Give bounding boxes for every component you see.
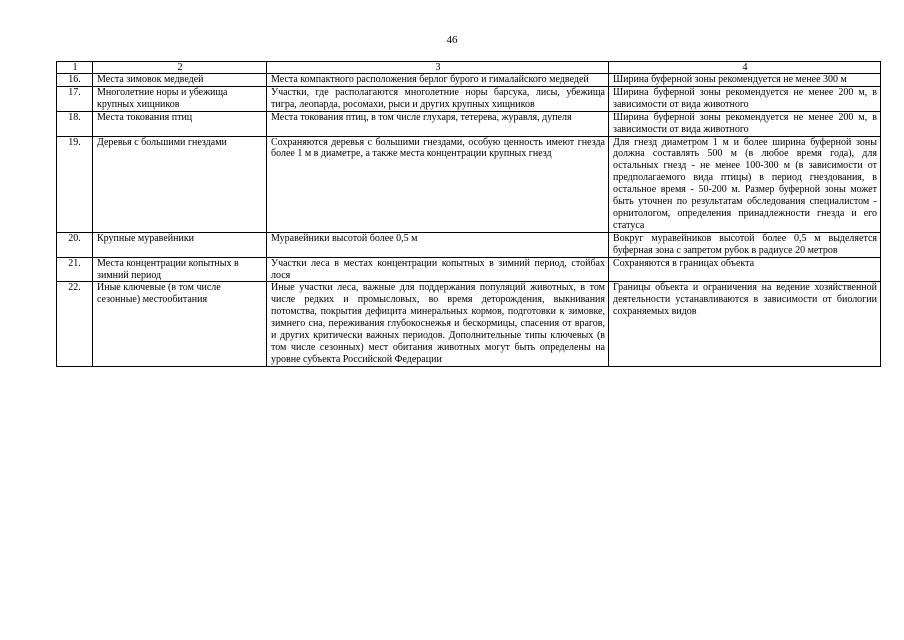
row-number: 18. xyxy=(57,111,93,136)
header-cell-2: 2 xyxy=(93,62,267,74)
row-number: 16. xyxy=(57,74,93,87)
table-row xyxy=(57,86,881,111)
object-description: Участки леса в местах концентрации копытных в зимний период, стойбах лося xyxy=(267,257,609,282)
row-number: 20. xyxy=(57,232,93,257)
buffer-requirement: Ширина буферной зоны рекомендуется не менее 200 м, в зависимости от вида животного xyxy=(609,86,881,111)
object-description: Сохраняются деревья с большими гнездами, особую ценность имеют гнезда более 1 м в диаметре, а также места концентрации крупных гнезд xyxy=(267,136,609,232)
object-description: Иные участки леса, важные для поддержания популяций животных, в том числе редких и промысловых, во время деторождения, выкнивания потомства, покрытия дефицита минеральных кормов, подготовки к зимовке, зимнего сна, переживания глубокоснежья и бескормицы, спасения от врагов, и других критически важных периодов. Дополнительные типы ключевых (в том числе сезонных) мест обитания животных могут быть определены на уровне субъекта Российской Федерации xyxy=(267,282,609,366)
row-number: 21. xyxy=(57,257,93,282)
object-name: Крупные муравейники xyxy=(93,232,267,257)
object-name: Места концентрации копытных в зимний период xyxy=(93,257,267,282)
buffer-requirement: Для гнезд диаметром 1 м и более ширина буферной зоны должна составлять 500 м (в любое время года), для остальных гнезд - не менее 100-300 м (в зависимости от предполагаемого вида птицы) в период гнездования, в остальное время - 50-200 м. Размер буферной зоны может быть уточнен по результатам обследования специалистом - орнитологом, определения принадлежности гнезда и его статуса xyxy=(609,136,881,232)
object-name: Места зимовок медведей xyxy=(93,74,267,87)
buffer-requirement: Сохраняются в границах объекта xyxy=(609,257,881,282)
row-number: 17. xyxy=(57,86,93,111)
header-cell-3: 3 xyxy=(267,62,609,74)
table-row xyxy=(57,111,881,136)
buffer-requirement: Вокруг муравейников высотой более 0,5 м выделяется буферная зона с запретом рубок в радиусе 20 метров xyxy=(609,232,881,257)
object-name: Многолетние норы и убежища крупных хищников xyxy=(93,86,267,111)
table-row xyxy=(57,232,881,257)
object-description: Участки, где располагаются многолетние норы барсука, лисы, убежища тигра, леопарда, росомахи, рыси и других крупных хищников xyxy=(267,86,609,111)
object-name: Иные ключевые (в том числе сезонные) местообитания xyxy=(93,282,267,366)
row-number: 19. xyxy=(57,136,93,232)
object-description: Места токования птиц, в том числе глухаря, тетерева, журавля, дупеля xyxy=(267,111,609,136)
table-row xyxy=(57,257,881,282)
table-row xyxy=(57,136,881,232)
object-name: Места токования птиц xyxy=(93,111,267,136)
object-description: Муравейники высотой более 0,5 м xyxy=(267,232,609,257)
row-number: 22. xyxy=(57,282,93,366)
table-row xyxy=(57,74,881,87)
object-name: Деревья с большими гнездами xyxy=(93,136,267,232)
header-cell-1: 1 xyxy=(57,62,93,74)
habitat-table xyxy=(56,61,881,367)
buffer-requirement: Ширина буферной зоны рекомендуется не менее 300 м xyxy=(609,74,881,87)
header-cell-4: 4 xyxy=(609,62,881,74)
table-header-row xyxy=(57,62,881,74)
table-row xyxy=(57,282,881,366)
buffer-requirement: Границы объекта и ограничения на ведение хозяйственной деятельности устанавливаются в зависимости от биологии сохраняемых видов xyxy=(609,282,881,366)
object-description: Места компактного расположения берлог бурого и гималайского медведей xyxy=(267,74,609,87)
page-number: 46 xyxy=(446,34,458,46)
buffer-requirement: Ширина буферной зоны рекомендуется не менее 200 м, в зависимости от вида животного xyxy=(609,111,881,136)
